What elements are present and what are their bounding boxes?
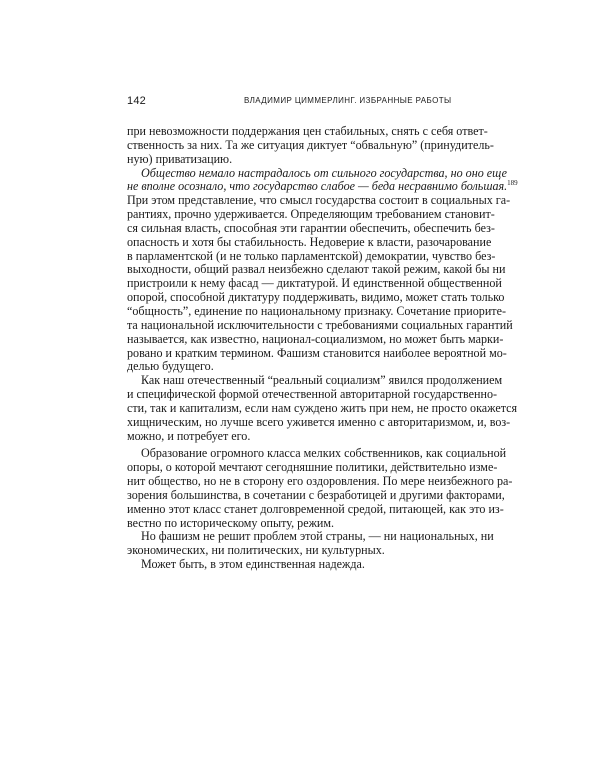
italic-line-with-footnote <box>127 179 518 194</box>
paragraph-3 <box>127 373 518 443</box>
paragraph-6 <box>127 558 475 572</box>
text-line: называется, как известно, национал-социализмом, но может быть марки- <box>127 331 504 346</box>
italic-line: Общество немало настрадалось от сильного государства, но оно еще <box>141 165 507 180</box>
body-text <box>127 124 518 572</box>
text-line: “общность”, единение по национальному признаку. Сочетание приорите- <box>127 303 506 318</box>
paragraph-4 <box>127 446 513 530</box>
paragraph-1 <box>127 124 494 167</box>
text-line: ровано и кратким термином. Фашизм становится наиболее вероятной мо- <box>127 345 507 360</box>
text-line: вестно по историческому опыту, режим. <box>127 515 335 530</box>
paragraph-5 <box>127 529 494 558</box>
text-line: выходности, общий развал неизбежно сделают такой режим, какой бы ни <box>127 262 506 277</box>
text-line: Но фашизм не решит проблем этой страны, — ни национальных, ни <box>141 529 494 544</box>
text-line: пристроили к нему фасад — диктатурой. И единственной общественной <box>127 276 502 291</box>
text-line: опорой, способной диктатуру поддерживать, видимо, может стать только <box>127 290 505 305</box>
page-number: 142 <box>127 95 146 107</box>
text-line: Образование огромного класса мелких собственников, как социальной <box>141 446 507 461</box>
text-line: нит общество, но не в сторону его оздоровления. По мере неизбежного ра- <box>127 474 513 489</box>
italic-line: не вполне осознало, что государство слабое — беда несравнимо большая. <box>127 179 508 194</box>
text-line: ную) приватизацию. <box>127 151 233 166</box>
text-line: и специфической формой отечественной авторитарной государственно- <box>127 387 498 402</box>
text-line: в парламентской (и не только парламентской) демократии, чувство без- <box>127 248 496 263</box>
text-line: можно, и потребует его. <box>127 428 251 443</box>
text-line: ся сильная власть, способная эти гарантии обеспечить, обеспечить без- <box>127 220 495 235</box>
text-line: ственность за них. Та же ситуация диктует “обвальную” (принудитель- <box>127 137 494 152</box>
text-line: При этом представление, что смысл государства состоит в социальных га- <box>127 193 511 208</box>
text-line: при невозможности поддержания цен стабильных, снять с себя ответ- <box>127 124 488 138</box>
text-line: та национальной исключительности с требованиями социальных гарантий <box>127 317 513 332</box>
paragraph-2 <box>127 165 518 375</box>
running-head: ВЛАДИМИР ЦИММЕРЛИНГ. ИЗБРАННЫЕ РАБОТЫ <box>244 96 452 105</box>
text-line: хищническим, но лучше всего уживется именно с авторитаризмом, и, воз- <box>127 414 511 429</box>
text-line: опоры, о которой мечтают сегодняшние политики, действительно изме- <box>127 460 498 475</box>
text-line: именно этот класс станет долговременной средой, питающей, как это из- <box>127 501 504 516</box>
text-line: экономических, ни политических, ни культурных. <box>127 543 385 558</box>
text-line: делью будущего. <box>127 359 214 374</box>
text-line: Может быть, в этом единственная надежда. <box>141 557 365 572</box>
text-line: Как наш отечественный “реальный социализм” явился продолжением <box>141 373 503 388</box>
footnote-marker: 189 <box>507 179 518 188</box>
text-line: зорения большинства, в сочетании с безработицей и другими факторами, <box>127 487 505 502</box>
page-header <box>127 95 475 109</box>
text-line: рантиях, прочно удерживается. Определяющим требованием становит- <box>127 207 495 222</box>
text-line: сти, так и капитализм, если нам суждено жить при нем, не просто окажется <box>127 400 518 415</box>
text-line: опасность и хотя бы стабильность. Недоверие к власти, разочарование <box>127 234 492 249</box>
